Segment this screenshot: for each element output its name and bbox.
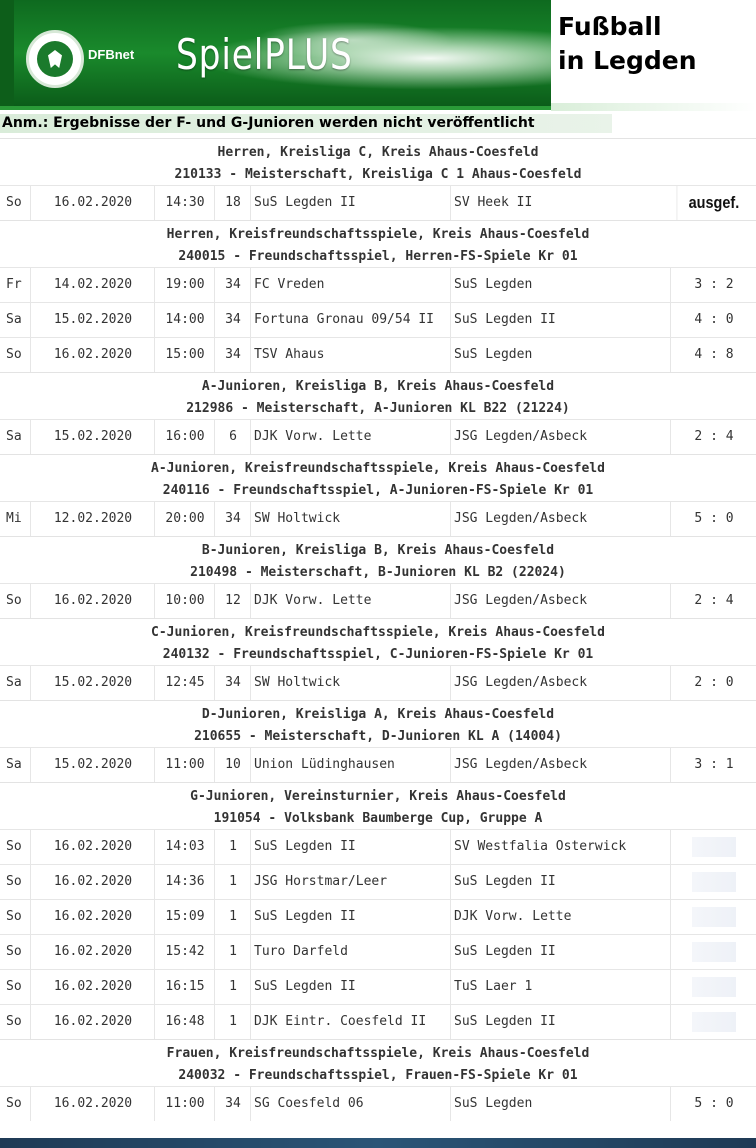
game-field: 34 (214, 1087, 251, 1121)
header-divider (551, 103, 756, 111)
group-header (0, 782, 756, 829)
game-date: 15.02.2020 (30, 666, 155, 700)
away-team[interactable]: SuS Legden II (450, 865, 670, 899)
away-team[interactable]: JSG Legden/Asbeck (450, 748, 670, 782)
game-time: 20:00 (154, 502, 215, 536)
group-header (0, 1039, 756, 1086)
game-date: 16.02.2020 (30, 1005, 155, 1039)
game-time: 16:15 (154, 970, 215, 1004)
home-team[interactable]: DJK Vorw. Lette (250, 584, 450, 618)
game-result: 4 : 0 (670, 303, 756, 337)
away-team[interactable]: JSG Legden/Asbeck (450, 502, 670, 536)
game-field: 10 (214, 748, 251, 782)
group-competition: 240032 - Freundschaftsspiel, Frauen-FS-Spiele Kr 01 (178, 1068, 578, 1083)
game-date: 12.02.2020 (30, 502, 155, 536)
away-team[interactable]: SV Westfalia Osterwick (450, 830, 670, 864)
game-result: 2 : 4 (670, 584, 756, 618)
group-league: Frauen, Kreisfreundschaftsspiele, Kreis Ahaus-Coesfeld (166, 1046, 590, 1061)
game-field: 12 (214, 584, 251, 618)
game-time: 12:45 (154, 666, 215, 700)
game-day: So (6, 593, 22, 608)
game-result (670, 865, 756, 899)
game-date: 16.02.2020 (30, 900, 155, 934)
game-row[interactable] (0, 501, 756, 536)
game-field: 1 (214, 1005, 251, 1039)
game-day: So (6, 874, 22, 889)
game-field: 1 (214, 830, 251, 864)
game-row[interactable] (0, 185, 756, 220)
home-team[interactable]: FC Vreden (250, 268, 450, 302)
game-row[interactable] (0, 747, 756, 782)
group-league: Herren, Kreisfreundschaftsspiele, Kreis Ahaus-Coesfeld (166, 227, 590, 242)
game-result (670, 900, 756, 934)
away-team[interactable]: SuS Legden II (450, 935, 670, 969)
group-competition: 240132 - Freundschaftsspiel, C-Junioren-FS-Spiele Kr 01 (162, 647, 594, 662)
group-league: C-Junioren, Kreisfreundschaftsspiele, Kreis Ahaus-Coesfeld (151, 625, 605, 640)
game-date: 16.02.2020 (30, 186, 155, 220)
home-team[interactable]: DJK Vorw. Lette (250, 420, 450, 454)
footer-bar (0, 1138, 756, 1148)
game-result: 3 : 2 (670, 268, 756, 302)
game-date: 15.02.2020 (30, 420, 155, 454)
group-competition: 240116 - Freundschaftsspiel, A-Junioren-FS-Spiele Kr 01 (162, 483, 594, 498)
game-date: 15.02.2020 (30, 303, 155, 337)
game-date: 16.02.2020 (30, 338, 155, 372)
away-team[interactable]: SuS Legden II (450, 1005, 670, 1039)
group-header (0, 220, 756, 267)
away-team[interactable]: JSG Legden/Asbeck (450, 584, 670, 618)
game-field: 34 (214, 666, 251, 700)
game-day: Fr (6, 277, 22, 292)
dfbnet-brand: DFBnet (88, 47, 135, 62)
result-hidden (692, 1012, 736, 1032)
game-day: Sa (6, 675, 22, 690)
home-team[interactable]: SG Coesfeld 06 (250, 1087, 450, 1121)
game-time: 14:03 (154, 830, 215, 864)
game-result (670, 935, 756, 969)
game-day: So (6, 909, 22, 924)
away-team[interactable]: SuS Legden (450, 268, 670, 302)
group-header (0, 454, 756, 501)
group-league: A-Junioren, Kreisfreundschaftsspiele, Kreis Ahaus-Coesfeld (151, 461, 605, 476)
group-competition: 212986 - Meisterschaft, A-Junioren KL B22 (21224) (186, 401, 570, 416)
game-row[interactable] (0, 934, 756, 969)
game-row[interactable] (0, 302, 756, 337)
group-header (0, 138, 756, 185)
game-field: 1 (214, 935, 251, 969)
page-header (0, 0, 756, 114)
group-competition: 191054 - Volksbank Baumberge Cup, Gruppe A (213, 811, 543, 826)
home-team[interactable]: Union Lüdinghausen (250, 748, 450, 782)
game-day: So (6, 1096, 22, 1111)
away-team[interactable]: JSG Legden/Asbeck (450, 420, 670, 454)
game-time: 14:30 (154, 186, 215, 220)
group-competition: 210498 - Meisterschaft, B-Junioren KL B2 (22024) (190, 565, 566, 580)
home-team[interactable]: DJK Eintr. Coesfeld II (250, 1005, 450, 1039)
result-hidden (692, 837, 736, 857)
game-row[interactable] (0, 337, 756, 372)
group-competition: 210655 - Meisterschaft, D-Junioren KL A (14004) (194, 729, 562, 744)
site-title (558, 10, 748, 78)
game-time: 10:00 (154, 584, 215, 618)
home-team[interactable]: TSV Ahaus (250, 338, 450, 372)
home-team[interactable]: SW Holtwick (250, 502, 450, 536)
game-field: 18 (214, 186, 251, 220)
game-row[interactable] (0, 969, 756, 1004)
home-team[interactable]: Fortuna Gronau 09/54 II (250, 303, 450, 337)
game-day: So (6, 944, 22, 959)
away-team[interactable]: TuS Laer 1 (450, 970, 670, 1004)
game-date: 16.02.2020 (30, 584, 155, 618)
game-result: 5 : 0 (670, 1087, 756, 1121)
group-league: D-Junioren, Kreisliga A, Kreis Ahaus-Coesfeld (201, 707, 555, 722)
results-notice: Anm.: Ergebnisse der F- und G-Junioren werden nicht veröffentlicht (0, 114, 612, 133)
game-row[interactable] (0, 864, 756, 899)
game-row[interactable] (0, 1004, 756, 1039)
game-date: 14.02.2020 (30, 268, 155, 302)
dfb-logo-icon (26, 30, 84, 88)
game-field: 1 (214, 970, 251, 1004)
game-result: 2 : 4 (670, 420, 756, 454)
result-hidden (692, 872, 736, 892)
game-day: Sa (6, 757, 22, 772)
game-result: 3 : 1 (670, 748, 756, 782)
game-time: 15:09 (154, 900, 215, 934)
game-time: 14:00 (154, 303, 215, 337)
game-result (670, 830, 756, 864)
game-time: 11:00 (154, 1087, 215, 1121)
game-row[interactable] (0, 419, 756, 454)
group-header (0, 618, 756, 665)
game-time: 11:00 (154, 748, 215, 782)
spielplus-logo: SpielPLUS (176, 30, 353, 79)
game-date: 16.02.2020 (30, 1087, 155, 1121)
game-field: 1 (214, 900, 251, 934)
game-date: 16.02.2020 (30, 830, 155, 864)
game-date: 16.02.2020 (30, 970, 155, 1004)
game-date: 16.02.2020 (30, 935, 155, 969)
spielplus-banner (0, 0, 551, 110)
group-header (0, 700, 756, 747)
group-header (0, 372, 756, 419)
game-field: 6 (214, 420, 251, 454)
group-league: G-Junioren, Vereinsturnier, Kreis Ahaus-Coesfeld (190, 789, 566, 804)
away-team[interactable]: SV Heek II (450, 186, 670, 220)
game-field: 34 (214, 338, 251, 372)
game-day: Sa (6, 429, 22, 444)
game-row[interactable] (0, 899, 756, 934)
group-league: B-Junioren, Kreisliga B, Kreis Ahaus-Coesfeld (201, 543, 555, 558)
game-row[interactable] (0, 583, 756, 618)
away-team[interactable]: JSG Legden/Asbeck (450, 666, 670, 700)
game-day: So (6, 195, 22, 210)
home-team[interactable]: SuS Legden II (250, 830, 450, 864)
group-competition: 240015 - Freundschaftsspiel, Herren-FS-Spiele Kr 01 (178, 249, 578, 264)
game-time: 16:00 (154, 420, 215, 454)
away-team[interactable]: SuS Legden (450, 1087, 670, 1121)
game-result: 4 : 8 (670, 338, 756, 372)
group-league: A-Junioren, Kreisliga B, Kreis Ahaus-Coesfeld (201, 379, 555, 394)
game-field: 1 (214, 865, 251, 899)
group-league: Herren, Kreisliga C, Kreis Ahaus-Coesfeld (217, 145, 539, 160)
game-day: So (6, 839, 22, 854)
home-team[interactable]: JSG Horstmar/Leer (250, 865, 450, 899)
game-result (670, 970, 756, 1004)
home-team[interactable]: SuS Legden II (250, 186, 450, 220)
result-hidden (692, 907, 736, 927)
game-row[interactable] (0, 829, 756, 864)
game-time: 14:36 (154, 865, 215, 899)
game-time: 16:48 (154, 1005, 215, 1039)
site-title-line2: in Legden (558, 46, 697, 75)
away-team[interactable]: DJK Vorw. Lette (450, 900, 670, 934)
game-day: So (6, 979, 22, 994)
game-day: Mi (6, 511, 22, 526)
game-time: 15:00 (154, 338, 215, 372)
result-hidden (692, 977, 736, 997)
game-field: 34 (214, 502, 251, 536)
result-hidden (692, 942, 736, 962)
home-team[interactable]: Turo Darfeld (250, 935, 450, 969)
game-result: 2 : 0 (670, 666, 756, 700)
home-team[interactable]: SuS Legden II (250, 970, 450, 1004)
game-date: 15.02.2020 (30, 748, 155, 782)
banner-stripe (0, 0, 14, 106)
game-result: ausgef. (677, 186, 751, 220)
game-time: 15:42 (154, 935, 215, 969)
group-competition: 210133 - Meisterschaft, Kreisliga C 1 Ahaus-Coesfeld (174, 167, 582, 182)
game-row[interactable] (0, 267, 756, 302)
game-day: So (6, 347, 22, 362)
away-team[interactable]: SuS Legden II (450, 303, 670, 337)
game-result (670, 1005, 756, 1039)
game-field: 34 (214, 268, 251, 302)
away-team[interactable]: SuS Legden (450, 338, 670, 372)
game-field: 34 (214, 303, 251, 337)
game-result: 5 : 0 (670, 502, 756, 536)
game-row[interactable] (0, 665, 756, 700)
game-date: 16.02.2020 (30, 865, 155, 899)
games-table (0, 138, 756, 1121)
site-title-line1: Fußball (558, 12, 662, 41)
game-time: 19:00 (154, 268, 215, 302)
game-row[interactable] (0, 1086, 756, 1121)
group-header (0, 536, 756, 583)
game-day: So (6, 1014, 22, 1029)
game-day: Sa (6, 312, 22, 327)
home-team[interactable]: SW Holtwick (250, 666, 450, 700)
home-team[interactable]: SuS Legden II (250, 900, 450, 934)
